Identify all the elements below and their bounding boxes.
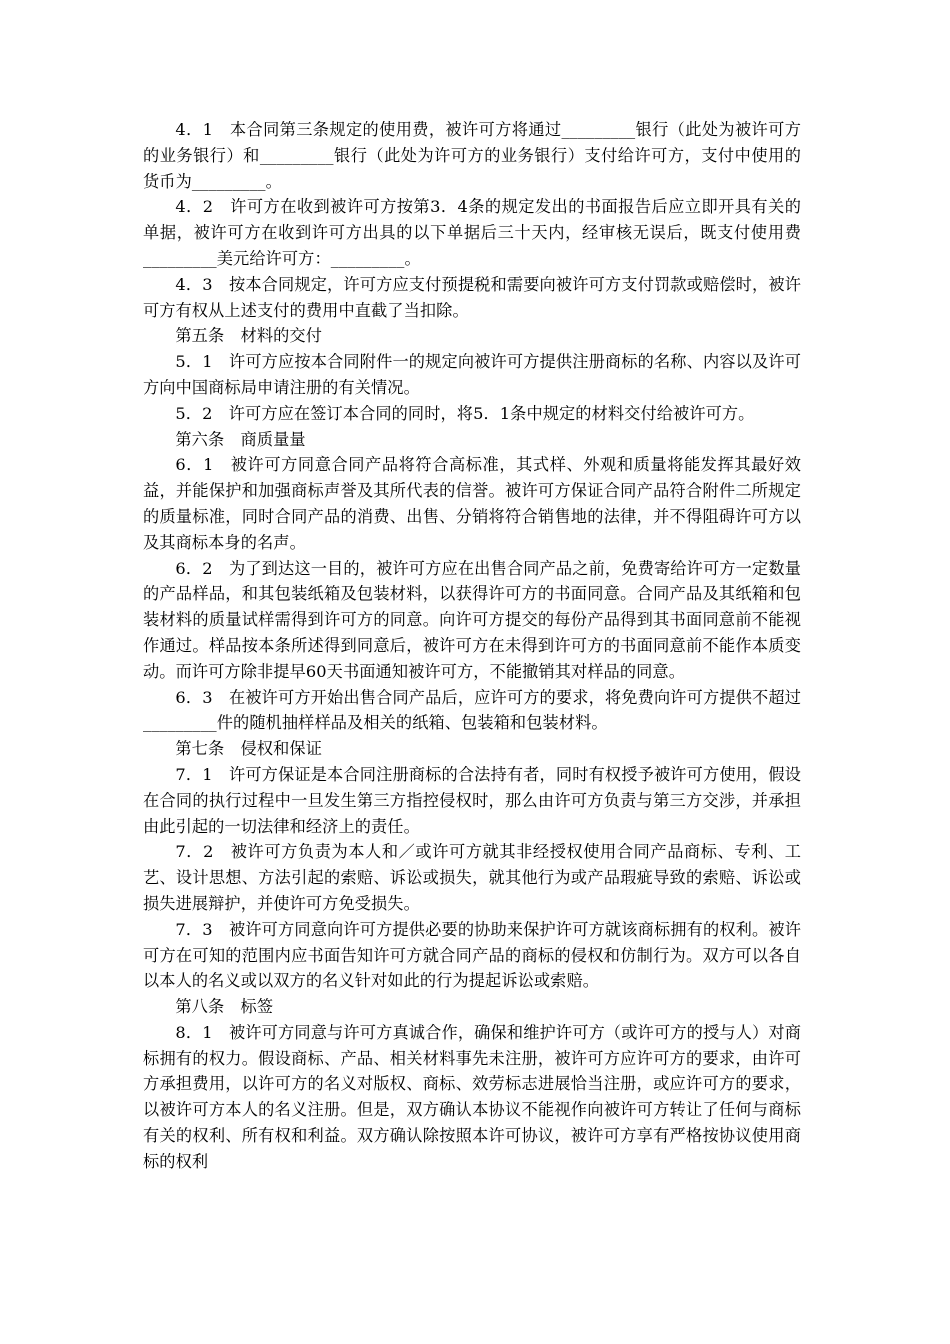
clause-7-3: 7．3 被许可方同意向许可方提供必要的协助来保护许可方就该商标拥有的权利。被许可方在可知的范围内应书面告知许可方就合同产品的商标的侵权和仿制行为。双方可以各自以本人的名义或以双方的名义针对如此的行为提起诉讼或索赔。 — [143, 919, 801, 991]
clause-4-3: 4．3 按本合同规定，许可方应支付预提税和需要向被许可方支付罚款或赔偿时，被许可方有权从上述支付的费用中直截了当扣除。 — [143, 274, 801, 320]
clause-6-2: 6．2 为了到达这一目的，被许可方应在出售合同产品之前，免费寄给许可方一定数量的产品样品，和其包装纸箱及包装材料，以获得许可方的书面同意。合同产品及其纸箱和包装材料的质量试样需得到许可方的同意。向许可方提交的每份产品得到其书面同意前不能视作通过。样品按本条所述得到同意后，被许可方在未得到许可方的书面同意前不能作本质变动。而许可方除非提早60天书面通知被许可方，不能撤销其对样品的同意。 — [143, 558, 801, 681]
clause-4-1: 4．1 本合同第三条规定的使用费，被许可方将通过_________银行（此处为被许可方的业务银行）和_________银行（此处为许可方的业务银行）支付给许可方，支付中使用的货币为_________。 — [143, 120, 801, 191]
clause-5-1: 5．1 许可方应按本合同附件一的规定向被许可方提供注册商标的名称、内容以及许可方向中国商标局申请注册的有关情况。 — [143, 352, 801, 397]
clause-6-1: 6．1 被许可方同意合同产品将符合高标准，其式样、外观和质量将能发挥其最好效益，并能保护和加强商标声誉及其所代表的信誉。被许可方保证合同产品符合附件二所规定的质量标准，同时合同产品的消费、出售、分销将符合销售地的法律，并不得阻碍许可方以及其商标本身的名声。 — [143, 455, 801, 552]
clause-4-2: 4．2 许可方在收到被许可方按第3．4条的规定发出的书面报告后应立即开具有关的单据，被许可方在收到许可方出具的以下单据后三十天内，经审核无误后，既支付使用费_________美元给许可方：_________。 — [143, 197, 801, 268]
contract-body — [143, 117, 801, 1175]
article-6-heading: 第六条 商质量量 — [175, 429, 306, 449]
article-5-heading: 第五条 材料的交付 — [175, 326, 322, 346]
article-7-heading: 第七条 侵权和保证 — [175, 739, 322, 759]
clause-5-2: 5．2 许可方应在签订本合同的同时，将5．1条中规定的材料交付给被许可方。 — [175, 403, 755, 423]
clause-8-1: 8．1 被许可方同意与许可方真诚合作，确保和维护许可方（或许可方的授与人）对商标拥有的权力。假设商标、产品、相关材料事先未注册，被许可方应许可方的要求，由许可方承担费用，以许可方的名义对版权、商标、效劳标志进展恰当注册，或应许可方的要求，以被许可方本人的名义注册。但是，双方确认本协议不能视作向被许可方转让了任何与商标有关的权利、所有权和利益。双方确认除按照本许可协议，被许可方享有严格按协议使用商标的权利 — [143, 1022, 801, 1171]
clause-6-3: 6．3 在被许可方开始出售合同产品后，应许可方的要求，将免费向许可方提供不超过_________件的随机抽样样品及相关的纸箱、包装箱和包装材料。 — [143, 687, 801, 733]
clause-7-1: 7．1 许可方保证是本合同注册商标的合法持有者，同时有权授予被许可方使用，假设在合同的执行过程中一旦发生第三方指控侵权时，那么由许可方负责与第三方交涉，并承担由此引起的一切法律和经济上的责任。 — [143, 764, 801, 836]
article-8-heading: 第八条 标签 — [175, 997, 274, 1017]
clause-7-2: 7．2 被许可方负责为本人和／或许可方就其非经授权使用合同产品商标、专利、工艺、设计思想、方法引起的索赔、诉讼或损失，就其他行为或产品瑕疵导致的索赔、诉讼或损失进展辩护，并使许可方免受损失。 — [143, 842, 801, 913]
